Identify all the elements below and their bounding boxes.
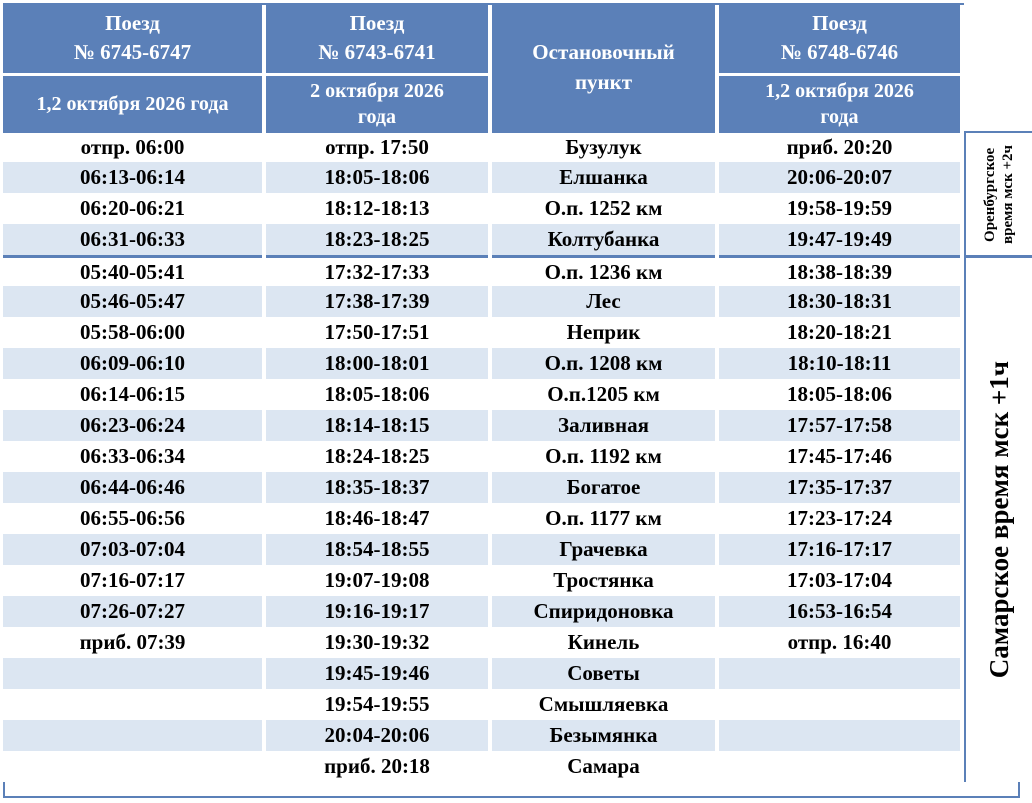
train1-time: 06:31-06:33 <box>3 224 262 255</box>
train3-time: 19:58-19:59 <box>719 193 960 224</box>
train3-time: 18:38-18:39 <box>719 255 960 286</box>
train3-time: 17:03-17:04 <box>719 565 960 596</box>
train1-time: 06:14-06:15 <box>3 379 262 410</box>
train2-time: 19:07-19:08 <box>266 565 488 596</box>
train1-time: 05:46-05:47 <box>3 286 262 317</box>
train1-time: 06:55-06:56 <box>3 503 262 534</box>
stop-name: О.п. 1236 км <box>492 255 715 286</box>
train3-date: 1,2 октября 2026 года <box>719 73 960 131</box>
train3-time: 18:10-18:11 <box>719 348 960 379</box>
stop-name: Кинель <box>492 627 715 658</box>
stop-name: Советы <box>492 658 715 689</box>
stop-name: Неприк <box>492 317 715 348</box>
train3-time <box>719 689 960 720</box>
train1-time: 05:40-05:41 <box>3 255 262 286</box>
train1-time <box>3 689 262 720</box>
train1-time <box>3 751 262 782</box>
train3-time: 17:23-17:24 <box>719 503 960 534</box>
train1-date: 1,2 октября 2026 года <box>3 73 262 131</box>
train1-time: 06:20-06:21 <box>3 193 262 224</box>
header-corner <box>964 3 1032 131</box>
stop-name: О.п.1205 км <box>492 379 715 410</box>
train3-time <box>719 658 960 689</box>
stop-name: Лес <box>492 286 715 317</box>
train1-time <box>3 658 262 689</box>
stop-name: Спиридоновка <box>492 596 715 627</box>
train1-time: 06:09-06:10 <box>3 348 262 379</box>
train2-time: 20:04-20:06 <box>266 720 488 751</box>
train2-time: 18:54-18:55 <box>266 534 488 565</box>
train3-time: 18:20-18:21 <box>719 317 960 348</box>
train3-time <box>719 751 960 782</box>
train1-time <box>3 720 262 751</box>
stop-name: Богатое <box>492 472 715 503</box>
train3-time: 20:06-20:07 <box>719 162 960 193</box>
samara-zone-label <box>964 255 1032 782</box>
stop-title: Остановочный пункт <box>492 3 715 131</box>
stop-name: Бузулук <box>492 131 715 162</box>
stop-name: Самара <box>492 751 715 782</box>
train2-title: Поезд № 6743-6741 <box>266 3 488 73</box>
train3-time: отпр. 16:40 <box>719 627 960 658</box>
train1-time: 06:23-06:24 <box>3 410 262 441</box>
train3-time: 18:05-18:06 <box>719 379 960 410</box>
samara-zone-text: Самарское время мск +1ч <box>984 361 1014 679</box>
train2-time: 17:38-17:39 <box>266 286 488 317</box>
orenburg-zone-label <box>964 131 1032 255</box>
schedule-table <box>3 3 1032 782</box>
train2-time: отпр. 17:50 <box>266 131 488 162</box>
train1-time: 07:16-07:17 <box>3 565 262 596</box>
train2-time: 17:50-17:51 <box>266 317 488 348</box>
train2-time: 19:16-19:17 <box>266 596 488 627</box>
train2-time: приб. 20:18 <box>266 751 488 782</box>
train1-time: 07:26-07:27 <box>3 596 262 627</box>
train2-time: 18:00-18:01 <box>266 348 488 379</box>
stop-name: Грачевка <box>492 534 715 565</box>
stop-name: Смышляевка <box>492 689 715 720</box>
train1-time: 06:44-06:46 <box>3 472 262 503</box>
stop-name: О.п. 1252 км <box>492 193 715 224</box>
train3-time: 19:47-19:49 <box>719 224 960 255</box>
stop-name: Елшанка <box>492 162 715 193</box>
stop-name: Безымянка <box>492 720 715 751</box>
train3-time: 17:16-17:17 <box>719 534 960 565</box>
train2-date: 2 октября 2026 года <box>266 73 488 131</box>
train2-time: 19:30-19:32 <box>266 627 488 658</box>
train3-time: 17:45-17:46 <box>719 441 960 472</box>
train2-time: 18:35-18:37 <box>266 472 488 503</box>
train3-time: 17:57-17:58 <box>719 410 960 441</box>
train2-time: 19:45-19:46 <box>266 658 488 689</box>
stop-name: Тростянка <box>492 565 715 596</box>
stop-name: Колтубанка <box>492 224 715 255</box>
train3-time: 18:30-18:31 <box>719 286 960 317</box>
stop-name: О.п. 1208 км <box>492 348 715 379</box>
stop-name: О.п. 1177 км <box>492 503 715 534</box>
train1-time: приб. 07:39 <box>3 627 262 658</box>
orenburg-zone-text: Оренбургское время мск +2ч <box>982 144 1016 244</box>
train1-title: Поезд № 6745-6747 <box>3 3 262 73</box>
train2-time: 18:14-18:15 <box>266 410 488 441</box>
train1-time: 07:03-07:04 <box>3 534 262 565</box>
train1-time: 06:13-06:14 <box>3 162 262 193</box>
stop-name: О.п. 1192 км <box>492 441 715 472</box>
train2-time: 18:46-18:47 <box>266 503 488 534</box>
train3-time <box>719 720 960 751</box>
train1-time: 06:33-06:34 <box>3 441 262 472</box>
train1-time: отпр. 06:00 <box>3 131 262 162</box>
train3-time: 17:35-17:37 <box>719 472 960 503</box>
train2-time: 18:05-18:06 <box>266 379 488 410</box>
stop-name: Заливная <box>492 410 715 441</box>
train3-time: 16:53-16:54 <box>719 596 960 627</box>
train2-time: 18:05-18:06 <box>266 162 488 193</box>
train2-time: 17:32-17:33 <box>266 255 488 286</box>
train2-time: 18:23-18:25 <box>266 224 488 255</box>
train1-time: 05:58-06:00 <box>3 317 262 348</box>
train2-time: 18:24-18:25 <box>266 441 488 472</box>
train3-time: приб. 20:20 <box>719 131 960 162</box>
train2-time: 18:12-18:13 <box>266 193 488 224</box>
train2-time: 19:54-19:55 <box>266 689 488 720</box>
train3-title: Поезд № 6748-6746 <box>719 3 960 73</box>
